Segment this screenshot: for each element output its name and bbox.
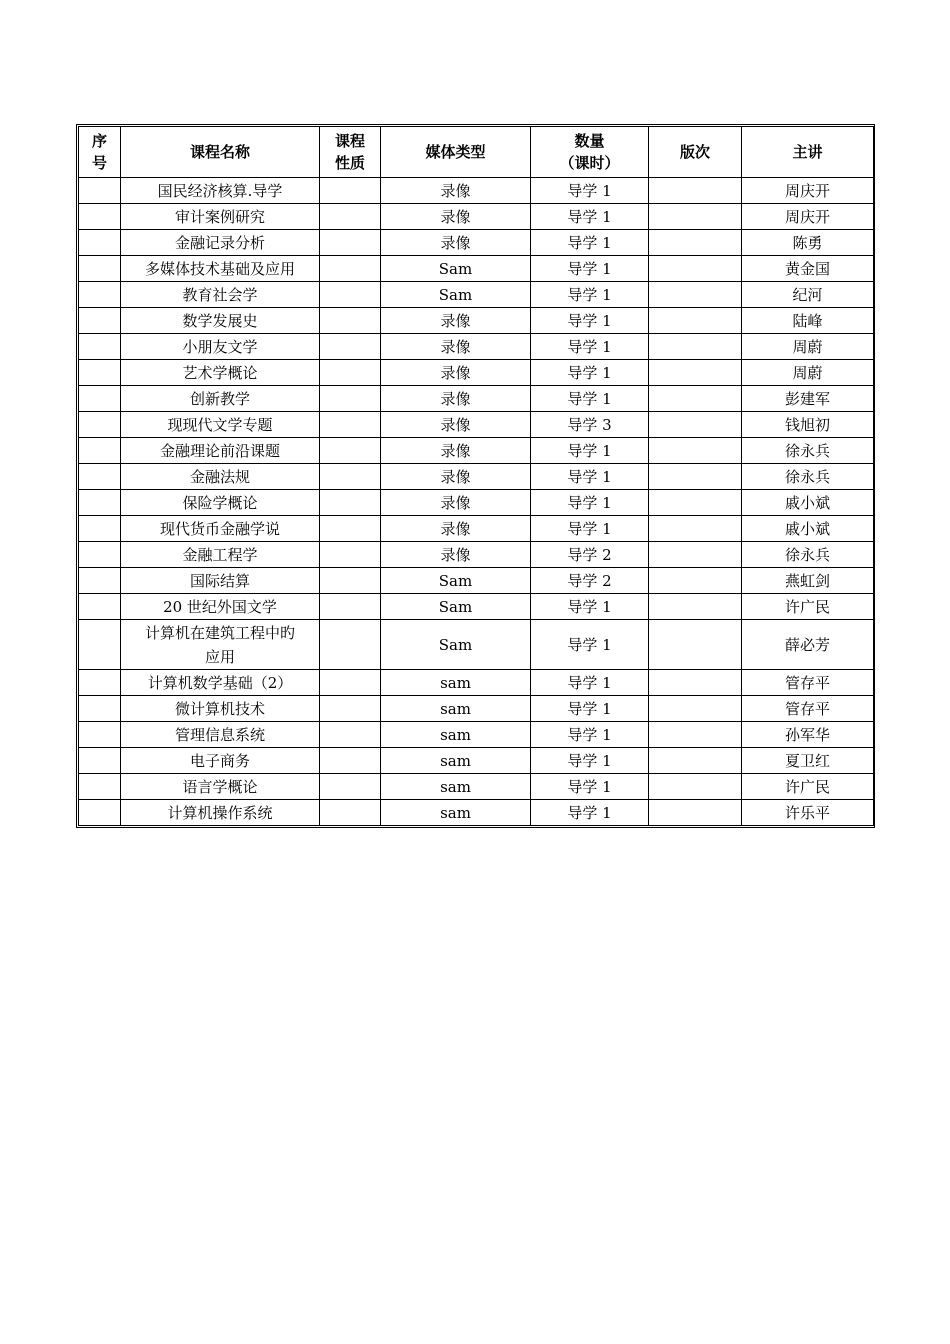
- cell-course: 保险学概论: [121, 490, 320, 516]
- cell-nature: [320, 568, 381, 594]
- header-edition: 版次: [649, 127, 742, 178]
- cell-media: sam: [381, 722, 531, 748]
- cell-quantity: 导学 2: [531, 542, 649, 568]
- cell-course: 20 世纪外国文学: [121, 594, 320, 620]
- cell-lecturer: 戚小斌: [742, 516, 874, 542]
- cell-quantity: 导学 1: [531, 516, 649, 542]
- header-index: [79, 127, 121, 178]
- cell-media: sam: [381, 748, 531, 774]
- cell-course: 金融工程学: [121, 542, 320, 568]
- cell-course: 计算机在建筑工程中旳 应用: [121, 620, 320, 670]
- cell-edition: [649, 204, 742, 230]
- cell-lecturer: 戚小斌: [742, 490, 874, 516]
- cell-nature: [320, 360, 381, 386]
- table-row: [79, 412, 874, 438]
- cell-media: 录像: [381, 386, 531, 412]
- cell-quantity: 导学 2: [531, 568, 649, 594]
- cell-edition: [649, 490, 742, 516]
- table-row: [79, 516, 874, 542]
- cell-lecturer: 彭建军: [742, 386, 874, 412]
- cell-nature: [320, 464, 381, 490]
- cell-index: [79, 670, 121, 696]
- table-row: [79, 334, 874, 360]
- table-row: [79, 620, 874, 670]
- cell-nature: [320, 178, 381, 204]
- cell-media: 录像: [381, 464, 531, 490]
- cell-quantity: 导学 1: [531, 722, 649, 748]
- cell-index: [79, 748, 121, 774]
- cell-index: [79, 438, 121, 464]
- cell-course: 艺术学概论: [121, 360, 320, 386]
- cell-nature: [320, 670, 381, 696]
- cell-nature: [320, 334, 381, 360]
- table-row: [79, 256, 874, 282]
- cell-quantity: 导学 1: [531, 204, 649, 230]
- header-lecturer: 主讲: [742, 127, 874, 178]
- table-row: [79, 748, 874, 774]
- cell-media: sam: [381, 670, 531, 696]
- cell-index: [79, 256, 121, 282]
- cell-edition: [649, 256, 742, 282]
- cell-media: sam: [381, 800, 531, 826]
- cell-edition: [649, 230, 742, 256]
- cell-edition: [649, 386, 742, 412]
- cell-nature: [320, 308, 381, 334]
- header-course: 课程名称: [121, 127, 320, 178]
- cell-edition: [649, 594, 742, 620]
- table-row: [79, 282, 874, 308]
- cell-index: [79, 334, 121, 360]
- cell-course: 金融理论前沿课题: [121, 438, 320, 464]
- cell-nature: [320, 542, 381, 568]
- cell-nature: [320, 620, 381, 670]
- cell-course: 教育社会学: [121, 282, 320, 308]
- cell-index: [79, 568, 121, 594]
- table-row: [79, 568, 874, 594]
- table-row: [79, 438, 874, 464]
- cell-nature: [320, 774, 381, 800]
- cell-lecturer: 孙军华: [742, 722, 874, 748]
- cell-lecturer: 管存平: [742, 670, 874, 696]
- cell-index: [79, 800, 121, 826]
- cell-media: sam: [381, 774, 531, 800]
- cell-edition: [649, 412, 742, 438]
- cell-media: sam: [381, 696, 531, 722]
- cell-index: [79, 696, 121, 722]
- cell-lecturer: 陆峰: [742, 308, 874, 334]
- cell-course: 现现代文学专题: [121, 412, 320, 438]
- cell-course: 国际结算: [121, 568, 320, 594]
- table-row: [79, 178, 874, 204]
- cell-edition: [649, 670, 742, 696]
- cell-nature: [320, 800, 381, 826]
- cell-course: 计算机操作系统: [121, 800, 320, 826]
- cell-course: 创新教学: [121, 386, 320, 412]
- cell-index: [79, 308, 121, 334]
- cell-index: [79, 178, 121, 204]
- course-table-frame: [76, 124, 875, 828]
- header-media: 媒体类型: [381, 127, 531, 178]
- cell-index: [79, 516, 121, 542]
- cell-course: 金融法规: [121, 464, 320, 490]
- cell-edition: [649, 360, 742, 386]
- table-row: [79, 490, 874, 516]
- cell-media: 录像: [381, 412, 531, 438]
- table-row: [79, 774, 874, 800]
- cell-lecturer: 周庆开: [742, 204, 874, 230]
- cell-edition: [649, 722, 742, 748]
- cell-course: 微计算机技术: [121, 696, 320, 722]
- cell-lecturer: 周蔚: [742, 360, 874, 386]
- cell-quantity: 导学 3: [531, 412, 649, 438]
- cell-media: Sam: [381, 568, 531, 594]
- cell-media: 录像: [381, 490, 531, 516]
- table-row: [79, 670, 874, 696]
- cell-quantity: 导学 1: [531, 282, 649, 308]
- cell-index: [79, 204, 121, 230]
- cell-lecturer: 许广民: [742, 594, 874, 620]
- cell-quantity: 导学 1: [531, 670, 649, 696]
- cell-index: [79, 542, 121, 568]
- cell-lecturer: 管存平: [742, 696, 874, 722]
- cell-lecturer: 陈勇: [742, 230, 874, 256]
- cell-media: 录像: [381, 204, 531, 230]
- cell-media: Sam: [381, 282, 531, 308]
- cell-edition: [649, 800, 742, 826]
- table-row: [79, 360, 874, 386]
- table-row: [79, 308, 874, 334]
- cell-nature: [320, 230, 381, 256]
- cell-index: [79, 620, 121, 670]
- cell-quantity: 导学 1: [531, 594, 649, 620]
- cell-media: 录像: [381, 438, 531, 464]
- cell-nature: [320, 516, 381, 542]
- cell-edition: [649, 464, 742, 490]
- cell-course: 现代货币金融学说: [121, 516, 320, 542]
- cell-index: [79, 412, 121, 438]
- cell-media: 录像: [381, 308, 531, 334]
- table-row: [79, 386, 874, 412]
- header-nature-text: 课程 性质: [334, 132, 365, 172]
- cell-media: Sam: [381, 620, 531, 670]
- cell-quantity: 导学 1: [531, 230, 649, 256]
- table-row: [79, 230, 874, 256]
- cell-lecturer: 钱旭初: [742, 412, 874, 438]
- table-body: [79, 178, 874, 826]
- cell-quantity: 导学 1: [531, 438, 649, 464]
- cell-course: 数学发展史: [121, 308, 320, 334]
- cell-edition: [649, 334, 742, 360]
- cell-lecturer: 许乐平: [742, 800, 874, 826]
- cell-edition: [649, 568, 742, 594]
- cell-lecturer: 薛必芳: [742, 620, 874, 670]
- course-table: [78, 126, 874, 826]
- cell-edition: [649, 178, 742, 204]
- cell-nature: [320, 748, 381, 774]
- cell-quantity: 导学 1: [531, 360, 649, 386]
- cell-media: 录像: [381, 230, 531, 256]
- header-nature: [320, 127, 381, 178]
- table-row: [79, 204, 874, 230]
- cell-nature: [320, 722, 381, 748]
- cell-lecturer: 徐永兵: [742, 438, 874, 464]
- cell-edition: [649, 438, 742, 464]
- cell-media: 录像: [381, 516, 531, 542]
- cell-nature: [320, 490, 381, 516]
- cell-edition: [649, 620, 742, 670]
- cell-quantity: 导学 1: [531, 386, 649, 412]
- cell-index: [79, 386, 121, 412]
- cell-quantity: 导学 1: [531, 178, 649, 204]
- cell-edition: [649, 696, 742, 722]
- cell-lecturer: 许广民: [742, 774, 874, 800]
- cell-edition: [649, 774, 742, 800]
- cell-quantity: 导学 1: [531, 748, 649, 774]
- table-row: [79, 594, 874, 620]
- table-row: [79, 722, 874, 748]
- table-row: [79, 542, 874, 568]
- cell-nature: [320, 204, 381, 230]
- header-quantity: [531, 127, 649, 178]
- cell-media: Sam: [381, 594, 531, 620]
- cell-lecturer: 纪河: [742, 282, 874, 308]
- cell-index: [79, 464, 121, 490]
- cell-lecturer: 徐永兵: [742, 464, 874, 490]
- table-row: [79, 696, 874, 722]
- cell-lecturer: 黄金国: [742, 256, 874, 282]
- cell-nature: [320, 696, 381, 722]
- cell-nature: [320, 438, 381, 464]
- cell-index: [79, 594, 121, 620]
- cell-course: 语言学概论: [121, 774, 320, 800]
- cell-index: [79, 360, 121, 386]
- table-row: [79, 800, 874, 826]
- cell-index: [79, 230, 121, 256]
- cell-quantity: 导学 1: [531, 620, 649, 670]
- cell-course: 国民经济核算.导学: [121, 178, 320, 204]
- cell-edition: [649, 282, 742, 308]
- cell-lecturer: 周庆开: [742, 178, 874, 204]
- cell-media: 录像: [381, 334, 531, 360]
- cell-edition: [649, 516, 742, 542]
- cell-edition: [649, 308, 742, 334]
- cell-quantity: 导学 1: [531, 334, 649, 360]
- cell-media: Sam: [381, 256, 531, 282]
- cell-index: [79, 282, 121, 308]
- cell-quantity: 导学 1: [531, 774, 649, 800]
- cell-course: 计算机数学基础（2）: [121, 670, 320, 696]
- cell-quantity: 导学 1: [531, 490, 649, 516]
- header-index-text: 序 号: [91, 132, 107, 172]
- cell-nature: [320, 282, 381, 308]
- cell-quantity: 导学 1: [531, 464, 649, 490]
- cell-quantity: 导学 1: [531, 800, 649, 826]
- cell-lecturer: 徐永兵: [742, 542, 874, 568]
- cell-nature: [320, 256, 381, 282]
- cell-quantity: 导学 1: [531, 256, 649, 282]
- cell-quantity: 导学 1: [531, 308, 649, 334]
- cell-course: 管理信息系统: [121, 722, 320, 748]
- cell-course: 多媒体技术基础及应用: [121, 256, 320, 282]
- cell-course: 小朋友文学: [121, 334, 320, 360]
- header-quantity-text: 数量 （课时）: [559, 132, 620, 172]
- cell-lecturer: 周蔚: [742, 334, 874, 360]
- cell-media: 录像: [381, 542, 531, 568]
- cell-lecturer: 燕虹剑: [742, 568, 874, 594]
- cell-lecturer: 夏卫红: [742, 748, 874, 774]
- cell-index: [79, 722, 121, 748]
- cell-nature: [320, 386, 381, 412]
- cell-media: 录像: [381, 360, 531, 386]
- cell-index: [79, 774, 121, 800]
- cell-course: 金融记录分析: [121, 230, 320, 256]
- cell-course: 电子商务: [121, 748, 320, 774]
- cell-index: [79, 490, 121, 516]
- cell-edition: [649, 748, 742, 774]
- cell-media: 录像: [381, 178, 531, 204]
- cell-edition: [649, 542, 742, 568]
- table-row: [79, 464, 874, 490]
- cell-course: 审计案例研究: [121, 204, 320, 230]
- cell-quantity: 导学 1: [531, 696, 649, 722]
- table-header-row: [79, 127, 874, 178]
- cell-nature: [320, 594, 381, 620]
- cell-nature: [320, 412, 381, 438]
